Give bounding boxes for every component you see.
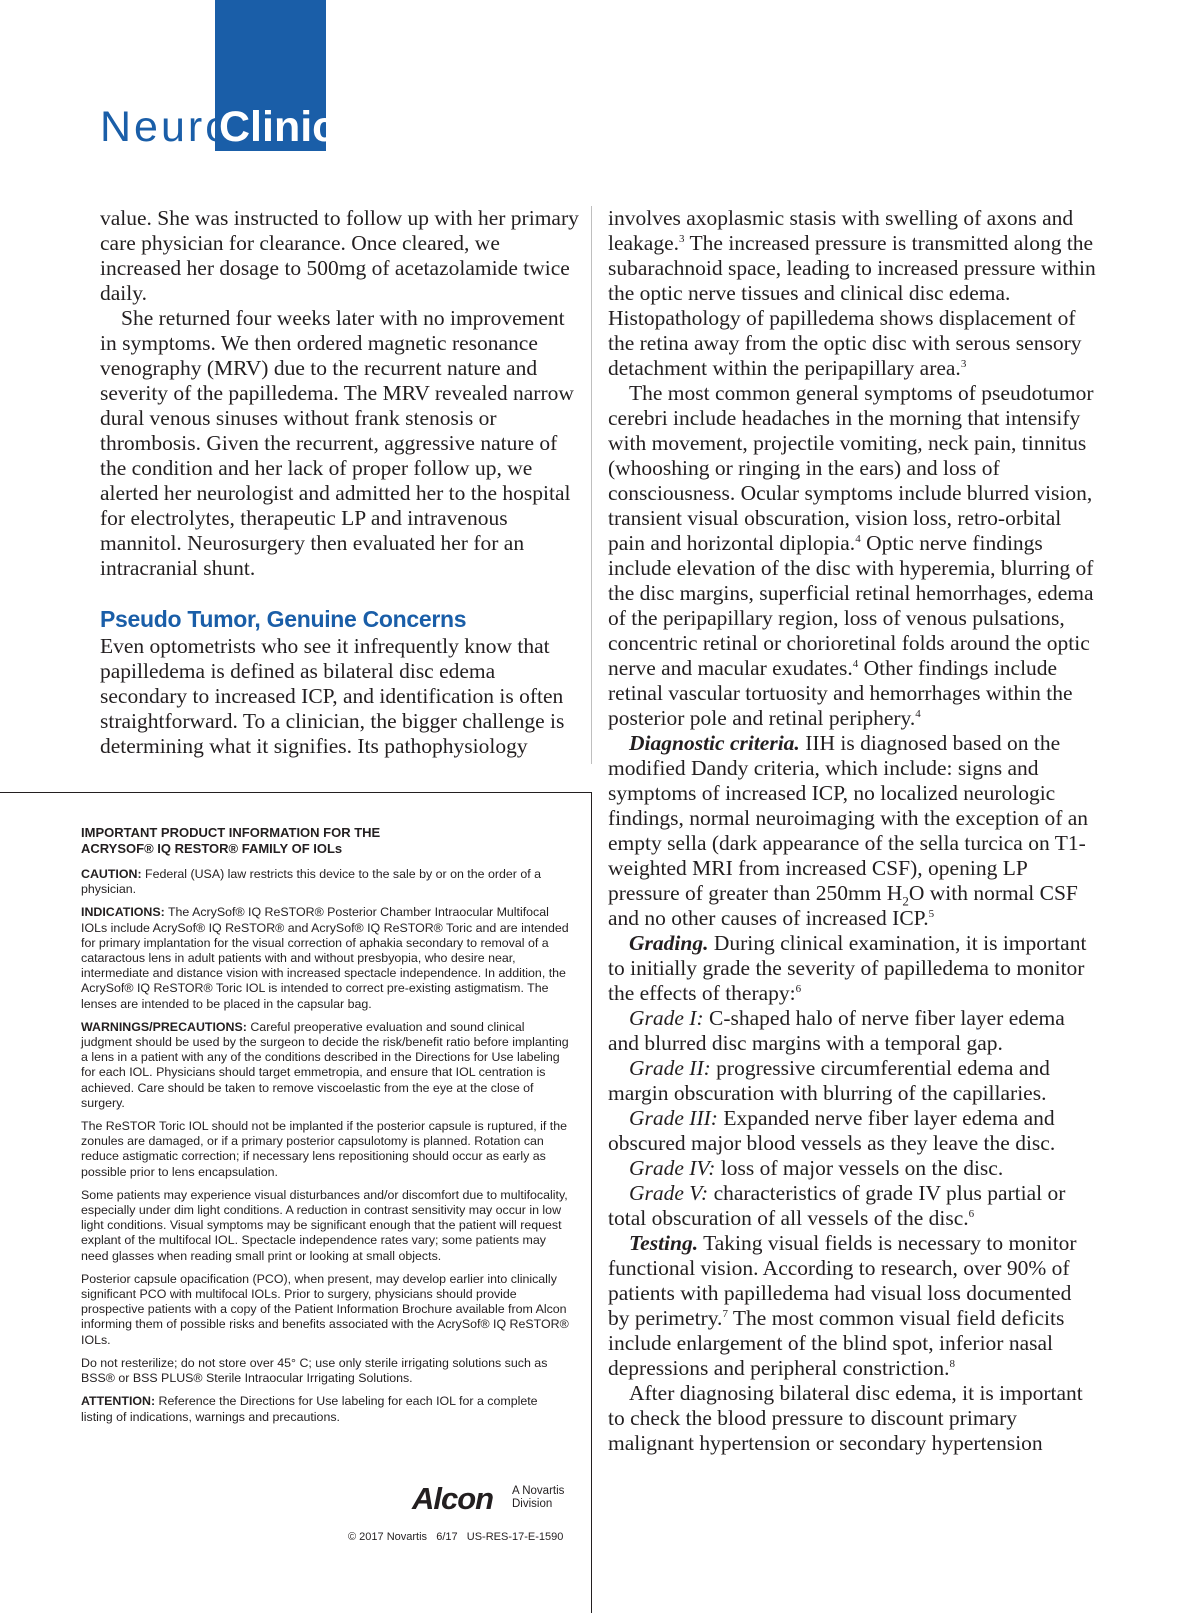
left-paragraph-2: She returned four weeks later with no improvement in symptoms. We then ordered magnetic resonance venography (MRV) due to the recurrent nature and severity of the papilledema. The MRV revealed narrow dural venous sinuses without frank stenosis or thrombosis. Given the recurrent, aggressive nature of the condition and her lack of proper follow up, we alerted her neurologist and admitted her to the hospital for electrolytes, therapeutic LP and intravenous mannitol. Neurosurgery then evaluated her for an intracranial shunt. <box>100 306 574 580</box>
ad-pco-note: Posterior capsule opacification (PCO), when present, may develop earlier into clinically significant PCO with multifocal IOLs. Prior to surgery, physicians should provide prospective patients with a copy of the Patient Information Brochure available from Alcon informing them of possible risks and benefits associated with the AcrySof® IQ ReSTOR® IOLs. <box>81 1271 569 1347</box>
product-information-ad <box>81 825 571 1433</box>
testing-heading: Testing. <box>629 1231 699 1255</box>
ad-caution: CAUTION: Federal (USA) law restricts this device to the sale by or on the order of a physician. <box>81 867 542 897</box>
right-paragraph-1: involves axoplasmic stasis with swelling of axons and leakage.$^3$ The increased pressure is transmitted along the subarachnoid space, leading to increased pressure within the optic nerve tissues and clinical disc edema. Histopathology of papilledema shows displacement of the retina away from the optic disc with serous sensory detachment within the peripapillary area.$^3$ <box>608 206 1096 380</box>
right-column <box>608 206 1098 1456</box>
column-divider <box>591 206 592 764</box>
ad-warnings: WARNINGS/PRECAUTIONS: Careful preoperative evaluation and sound clinical judgment should be used by the surgeon to decide the risk/benefit ratio before implanting a lens in a patient with any of the conditions described in the Directions for Use labeling for each IOL. Physicians should target emmetropia, and ensure that IOL centration is achieved. Care should be taken to remove viscoelastic from the eye at the close of surgery. <box>81 1019 569 1110</box>
grade-1-item: Grade I: C-shaped halo of nerve fiber layer edema and blurred disc margins with a temporal gap. <box>608 1006 1065 1055</box>
grading-paragraph: Grading. During clinical examination, it is important to initially grade the severity of papilledema to monitor the effects of therapy:$^6$ <box>608 931 1087 1005</box>
section-label-neuro: Neuro <box>100 103 233 151</box>
alcon-division-label: A Novartis Division <box>512 1485 565 1510</box>
left-paragraph-1: value. She was instructed to follow up with her primary care physician for clearance. Once cleared, we increased her dosage to 500mg of acetazolamide twice daily. <box>100 206 579 305</box>
ad-title: IMPORTANT PRODUCT INFORMATION FOR THE ACRYSOF® IQ RESTOR® FAMILY OF IOLs <box>81 825 381 856</box>
ad-sterile-note: Do not resterilize; do not store over 45° C; use only sterile irrigating solutions such as BSS® or BSS PLUS® Sterile Intraocular Irrigating Solutions. <box>81 1355 548 1386</box>
left-column <box>100 206 586 759</box>
grading-heading: Grading. <box>629 931 709 955</box>
ad-toric-note: The ReSTOR Toric IOL should not be implanted if the posterior capsule is ruptured, if the zonules are damaged, or if a primary posterior capsulotomy is planned. Rotation can reduce astigmatic correction; if necessary lens repositioning should occur as early as possible prior to lens encapsulation. <box>81 1119 568 1179</box>
grade-2-item: Grade II: progressive circumferential edema and margin obscuration with blurring of the capillaries. <box>608 1056 1050 1105</box>
ad-indications: INDICATIONS: The AcrySof® IQ ReSTOR® Posterior Chamber Intraocular Multifocal IOLs include AcrySof® IQ ReSTOR® and AcrySof® IQ ReSTOR® Toric and are intended for primary implantation for the visual correction of aphakia secondary to removal of a cataractous lens in adult patients with and without presbyopia, who desire near, intermediate and distance vision with increased spectacle independence. In addition, the AcrySof® IQ ReSTOR® Toric IOL is intended to correct pre-existing astigmatism. The lenses are intended to be placed in the capsular bag. <box>81 905 569 1011</box>
testing-paragraph: Testing. Taking visual fields is necessary to monitor functional vision. According to research, over 90% of patients with papilledema had visual loss documented by perimetry.$^7$ The most common visual field deficits include enlargement of the blind spot, inferior nasal depressions and peripheral constriction.$^8$ <box>608 1231 1077 1380</box>
alcon-brand-block <box>412 1481 572 1521</box>
right-paragraph-last: After diagnosing bilateral disc edema, it is important to check the blood pressure to discount primary malignant hypertension or secondary hypertension <box>608 1381 1083 1455</box>
alcon-logo: Alcon <box>412 1481 494 1516</box>
grade-5-item: Grade V: characteristics of grade IV plus partial or total obscuration of all vessels of the disc.$^6$ <box>608 1181 1066 1230</box>
right-paragraph-symptoms: The most common general symptoms of pseudotumor cerebri include headaches in the morning that intensify with movement, projectile vomiting, neck pain, tinnitus (whooshing or ringing in the ears) and loss of consciousness. Ocular symptoms include blurred vision, transient visual obscuration, vision loss, retro-orbital pain and horizontal diplopia.$^4$ Optic nerve findings include elevation of the disc with hyperemia, blurring of the disc margins, superficial retinal hemorrhages, edema of the peripapillary region, loss of venous pulsations, concentric retinal or chorioretinal folds around the optic nerve and macular exudates.$^4$ Other findings include retinal vascular tortuosity and hemorrhages within the posterior pole and retinal periphery.$^4$ <box>608 381 1094 730</box>
section-label-clinic: Clinic <box>219 103 337 151</box>
grade-3-item: Grade III: Expanded nerve fiber layer edema and obscured major blood vessels as they leave the disc. <box>608 1106 1056 1155</box>
diagnostic-criteria-heading: Diagnostic criteria. <box>629 731 800 755</box>
grade-4-item: Grade IV: loss of major vessels on the disc. <box>629 1156 1004 1180</box>
section-subheading: Pseudo Tumor, Genuine Concerns <box>100 606 467 632</box>
ad-attention: ATTENTION: Reference the Directions for Use labeling for each IOL for a complete listing of indications, warnings and precautions. <box>81 1394 538 1424</box>
left-paragraph-3: Even optometrists who see it infrequently know that papilledema is defined as bilateral disc edema secondary to increased ICP, and identification is often straightforward. To a clinician, the bigger challenge is determining what it signifies. Its pathophysiology <box>100 634 565 758</box>
diagnostic-criteria-paragraph: Diagnostic criteria. IIH is diagnosed based on the modified Dandy criteria, which include: signs and symptoms of increased ICP, no localized neurologic findings, normal neuroimaging with the exception of an empty sella (dark appearance of the sella turcica on T1-weighted MRI from increased CSF), opening LP pressure of greater than 250mm $H_2O$ with normal CSF and no other causes of increased ICP.$^5$ <box>608 731 1089 930</box>
ad-visual-note: Some patients may experience visual disturbances and/or discomfort due to multifocality, especially under dim light conditions. A reduction in contrast sensitivity may occur in low light conditions. Visual symptoms may be significant enough that the patient will request explant of the multifocal IOL. Spectacle independence rates vary; some patients may need glasses when reading small print or looking at small objects. <box>81 1187 568 1263</box>
ad-copyright: © 2017 Novartis 6/17 US-RES-17-E-1590 <box>348 1531 564 1543</box>
